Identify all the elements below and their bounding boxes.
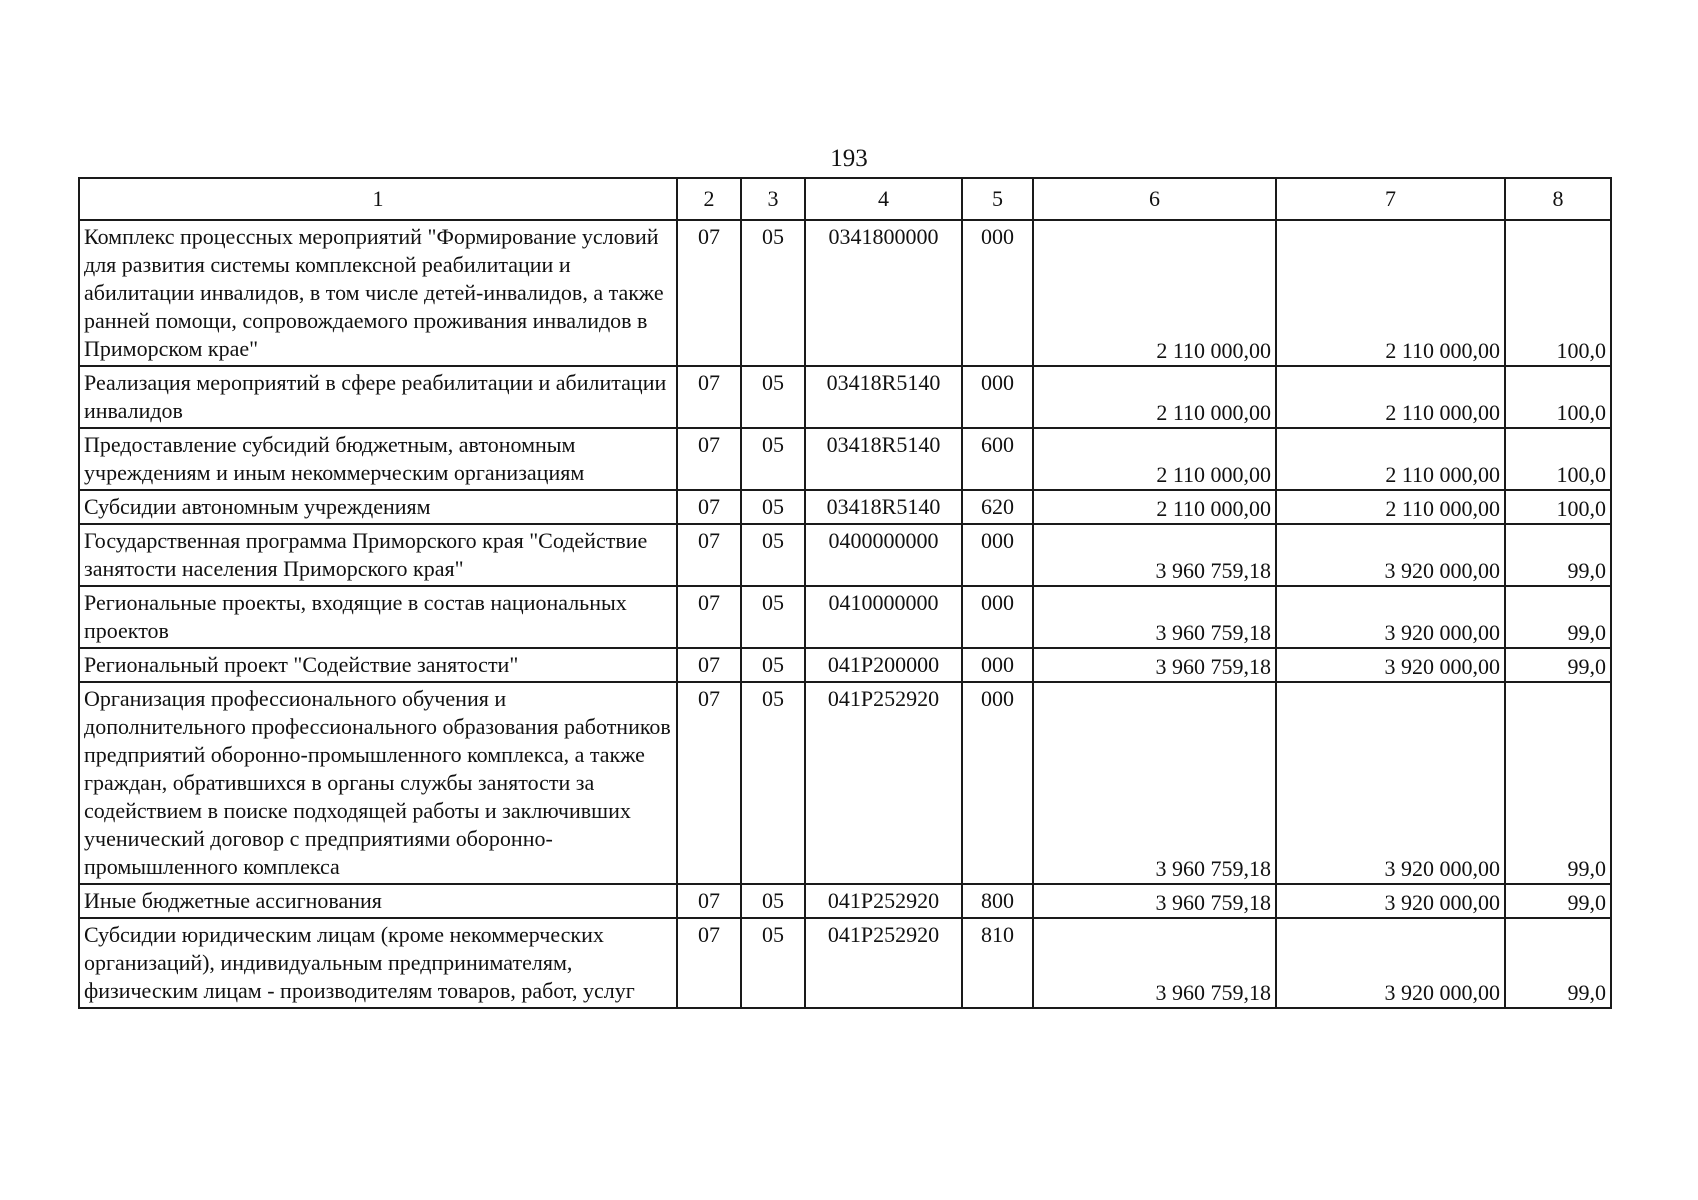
row-name: Предоставление субсидий бюджетным, автономным учреждениям и иным некоммерческим организациям <box>79 428 677 490</box>
amount-col-7: 3 920 000,00 <box>1276 524 1505 586</box>
expense-type-code: 600 <box>962 428 1033 490</box>
row-name: Региональные проекты, входящие в состав национальных проектов <box>79 586 677 648</box>
expense-type-code: 810 <box>962 918 1033 1008</box>
amount-col-6: 3 960 759,18 <box>1033 682 1276 884</box>
budget-table <box>78 177 1612 1009</box>
amount-col-7: 3 920 000,00 <box>1276 586 1505 648</box>
table-row <box>79 490 1611 524</box>
row-name: Иные бюджетные ассигнования <box>79 884 677 918</box>
row-name: Субсидии юридическим лицам (кроме некоммерческих организаций), индивидуальным предпринимателям, физическим лицам - производителям товаров, работ, услуг <box>79 918 677 1008</box>
header-cell-2: 2 <box>677 178 741 220</box>
amount-col-7: 2 110 000,00 <box>1276 366 1505 428</box>
subsection-code: 05 <box>741 884 805 918</box>
header-cell-3: 3 <box>741 178 805 220</box>
target-article-code: 03418R5140 <box>805 490 962 524</box>
section-code: 07 <box>677 220 741 366</box>
subsection-code: 05 <box>741 428 805 490</box>
row-name: Организация профессионального обучения и дополнительного профессионального образования работников предприятий оборонно-промышленного комплекса, а также граждан, обратившихся в органы службы занятости за содействием в поиске подходящей работы и заключивших ученический договор с предприятиями оборонно-промышленного комплекса <box>79 682 677 884</box>
amount-col-6: 2 110 000,00 <box>1033 428 1276 490</box>
table-row <box>79 884 1611 918</box>
expense-type-code: 000 <box>962 366 1033 428</box>
subsection-code: 05 <box>741 490 805 524</box>
target-article-code: 0400000000 <box>805 524 962 586</box>
amount-col-6: 3 960 759,18 <box>1033 884 1276 918</box>
target-article-code: 041P252920 <box>805 682 962 884</box>
percent-col-8: 100,0 <box>1505 220 1611 366</box>
table-row <box>79 366 1611 428</box>
subsection-code: 05 <box>741 366 805 428</box>
percent-col-8: 99,0 <box>1505 682 1611 884</box>
row-name: Государственная программа Приморского края "Содействие занятости населения Приморского края" <box>79 524 677 586</box>
target-article-code: 0341800000 <box>805 220 962 366</box>
target-article-code: 03418R5140 <box>805 428 962 490</box>
section-code: 07 <box>677 884 741 918</box>
table-row <box>79 586 1611 648</box>
percent-col-8: 100,0 <box>1505 490 1611 524</box>
percent-col-8: 99,0 <box>1505 648 1611 682</box>
table-row <box>79 524 1611 586</box>
section-code: 07 <box>677 428 741 490</box>
amount-col-6: 2 110 000,00 <box>1033 220 1276 366</box>
amount-col-7: 2 110 000,00 <box>1276 220 1505 366</box>
percent-col-8: 99,0 <box>1505 884 1611 918</box>
target-article-code: 041P200000 <box>805 648 962 682</box>
subsection-code: 05 <box>741 918 805 1008</box>
percent-col-8: 99,0 <box>1505 524 1611 586</box>
section-code: 07 <box>677 918 741 1008</box>
header-row <box>79 178 1611 220</box>
table-row <box>79 648 1611 682</box>
table-row <box>79 682 1611 884</box>
section-code: 07 <box>677 366 741 428</box>
section-code: 07 <box>677 524 741 586</box>
subsection-code: 05 <box>741 220 805 366</box>
section-code: 07 <box>677 682 741 884</box>
subsection-code: 05 <box>741 682 805 884</box>
table-row <box>79 918 1611 1008</box>
header-cell-4: 4 <box>805 178 962 220</box>
target-article-code: 0410000000 <box>805 586 962 648</box>
header-cell-7: 7 <box>1276 178 1505 220</box>
amount-col-7: 2 110 000,00 <box>1276 428 1505 490</box>
amount-col-6: 2 110 000,00 <box>1033 490 1276 524</box>
header-cell-5: 5 <box>962 178 1033 220</box>
subsection-code: 05 <box>741 586 805 648</box>
amount-col-6: 3 960 759,18 <box>1033 524 1276 586</box>
expense-type-code: 620 <box>962 490 1033 524</box>
amount-col-6: 3 960 759,18 <box>1033 918 1276 1008</box>
section-code: 07 <box>677 490 741 524</box>
page-number: 193 <box>830 145 868 172</box>
expense-type-code: 000 <box>962 682 1033 884</box>
row-name: Субсидии автономным учреждениям <box>79 490 677 524</box>
amount-col-7: 3 920 000,00 <box>1276 682 1505 884</box>
percent-col-8: 99,0 <box>1505 586 1611 648</box>
amount-col-7: 2 110 000,00 <box>1276 490 1505 524</box>
section-code: 07 <box>677 648 741 682</box>
header-cell-6: 6 <box>1033 178 1276 220</box>
percent-col-8: 100,0 <box>1505 366 1611 428</box>
expense-type-code: 000 <box>962 220 1033 366</box>
expense-type-code: 800 <box>962 884 1033 918</box>
target-article-code: 03418R5140 <box>805 366 962 428</box>
target-article-code: 041P252920 <box>805 918 962 1008</box>
expense-type-code: 000 <box>962 648 1033 682</box>
row-name: Реализация мероприятий в сфере реабилитации и абилитации инвалидов <box>79 366 677 428</box>
expense-type-code: 000 <box>962 524 1033 586</box>
subsection-code: 05 <box>741 524 805 586</box>
table-row <box>79 428 1611 490</box>
expense-type-code: 000 <box>962 586 1033 648</box>
table-row <box>79 220 1611 366</box>
percent-col-8: 100,0 <box>1505 428 1611 490</box>
row-name: Региональный проект "Содействие занятости" <box>79 648 677 682</box>
amount-col-7: 3 920 000,00 <box>1276 648 1505 682</box>
target-article-code: 041P252920 <box>805 884 962 918</box>
amount-col-7: 3 920 000,00 <box>1276 918 1505 1008</box>
amount-col-6: 3 960 759,18 <box>1033 586 1276 648</box>
subsection-code: 05 <box>741 648 805 682</box>
row-name: Комплекс процессных мероприятий "Формирование условий для развития системы комплексной реабилитации и абилитации инвалидов, в том числе детей-инвалидов, а также ранней помощи, сопровождаемого проживания инвалидов в Приморском крае" <box>79 220 677 366</box>
header-cell-8: 8 <box>1505 178 1611 220</box>
amount-col-6: 3 960 759,18 <box>1033 648 1276 682</box>
percent-col-8: 99,0 <box>1505 918 1611 1008</box>
section-code: 07 <box>677 586 741 648</box>
amount-col-6: 2 110 000,00 <box>1033 366 1276 428</box>
header-cell-1: 1 <box>79 178 677 220</box>
amount-col-7: 3 920 000,00 <box>1276 884 1505 918</box>
